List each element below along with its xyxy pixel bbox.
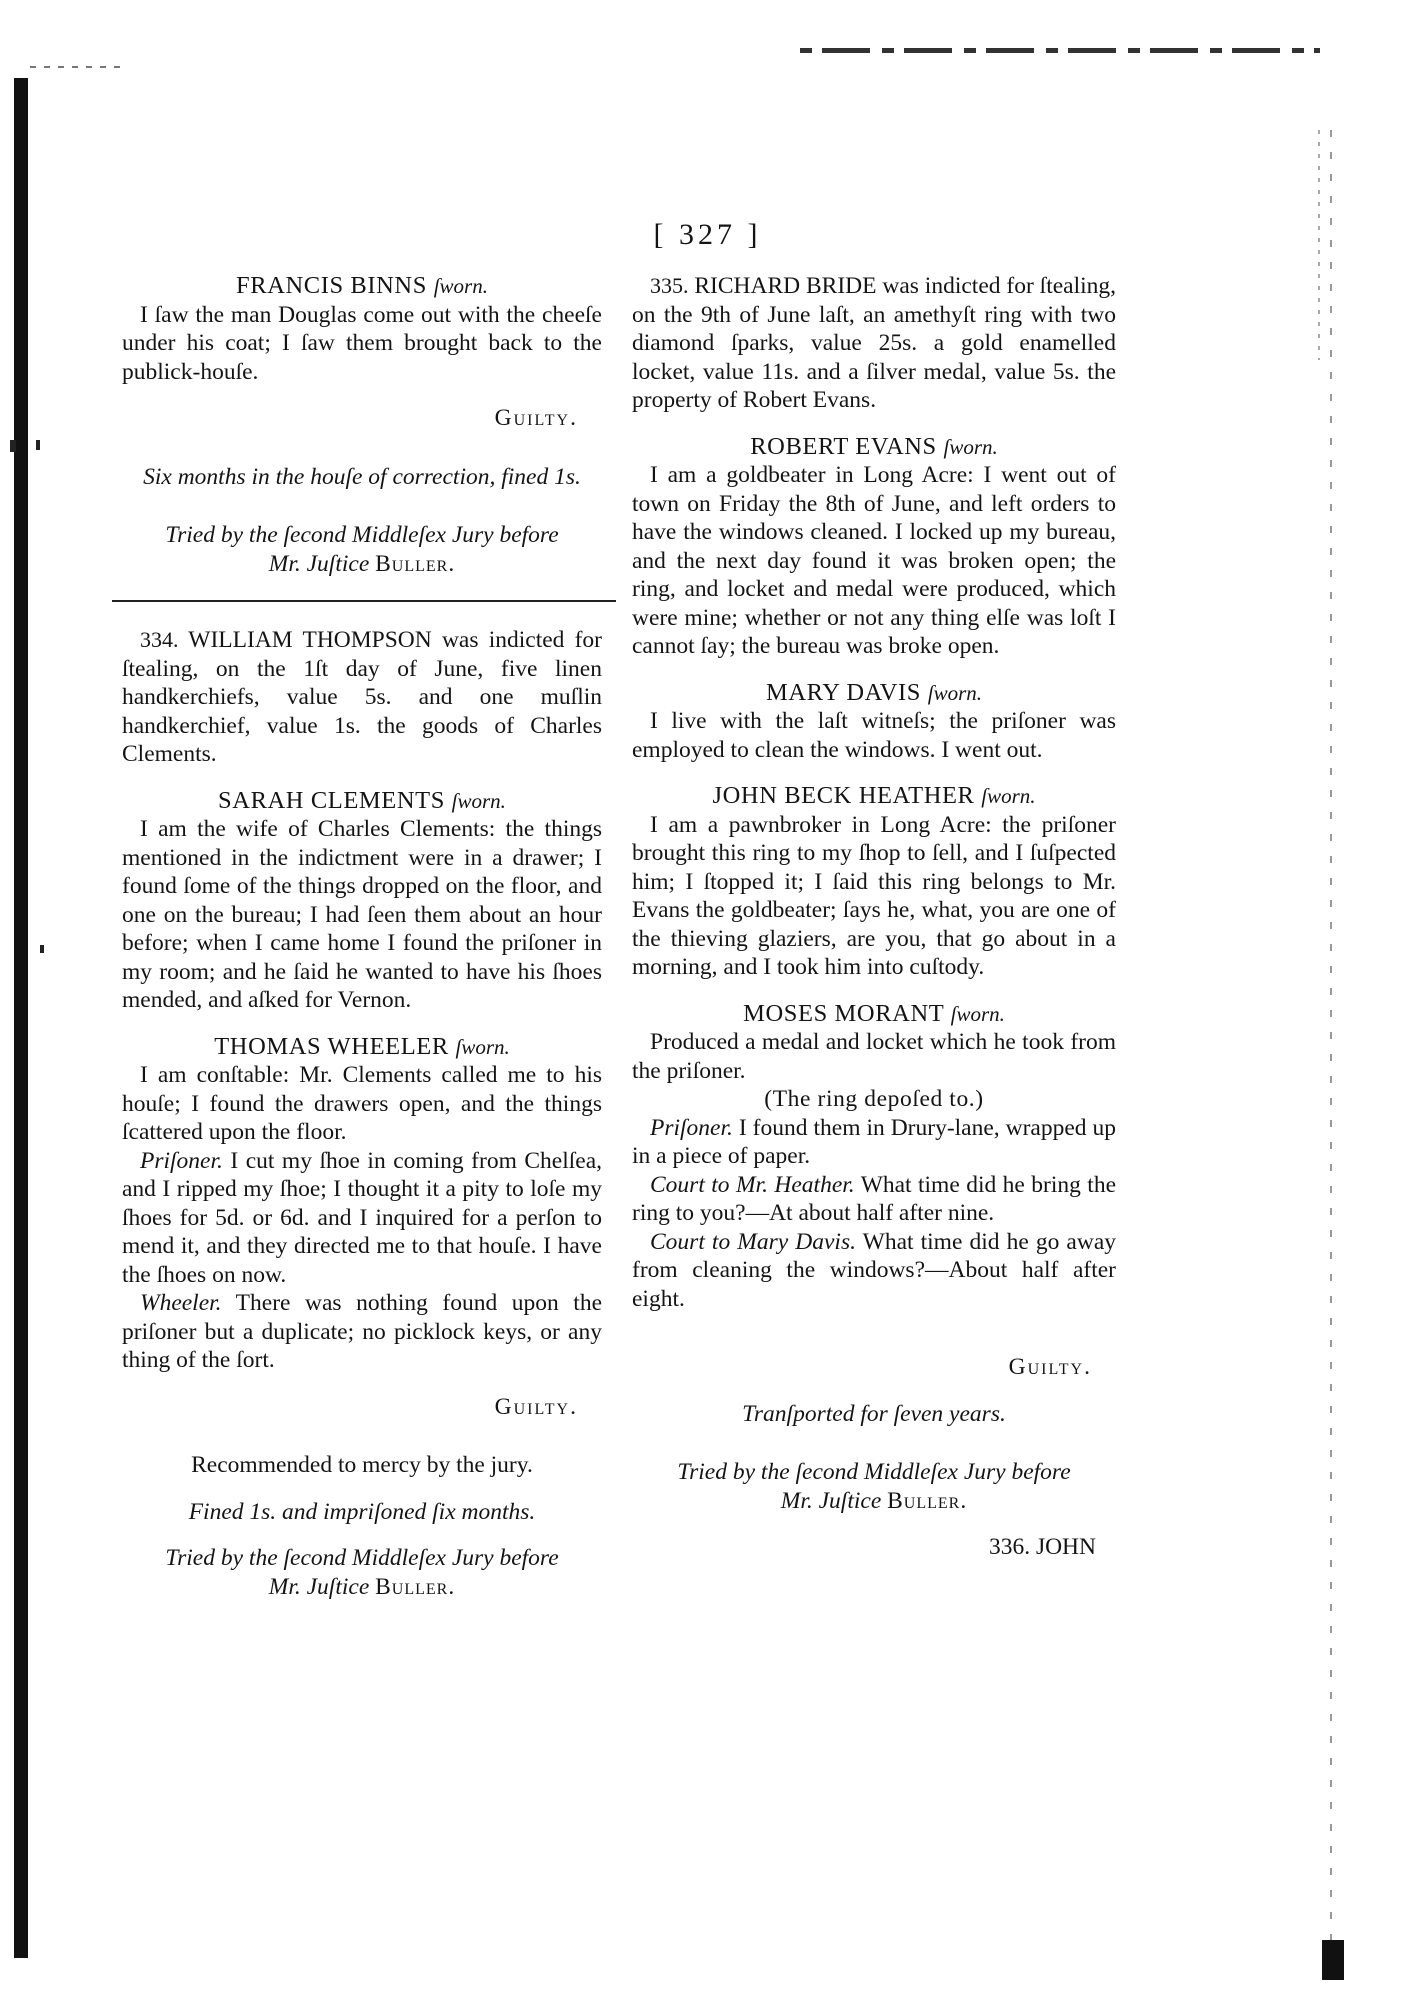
- testimony: I am a pawnbroker in Long Acre: the priſoner brought this ring to my ſhop to ſell, and I ſuſpected him; I ſtopped it; I ſaid this ring belongs to Mr. Evans the goldbeater; ſays he, what, you are one of the thieving glaziers, are you, that go about in a morning, and I took him into cuſtody.: [632, 811, 1116, 980]
- sworn-label: ſworn.: [455, 1034, 510, 1059]
- trial-line: Mr. Juſtice: [780, 1487, 882, 1514]
- witness-name: FRANCIS BINNS: [236, 272, 427, 299]
- case-number: 334.: [140, 627, 179, 652]
- trial-note: [632, 1458, 1116, 1515]
- indictment-text: was indicted for ſtealing, on the 1ſt day of June, five linen handkerchiefs, value 5s. and one muſlin handkerchief, value 1s. the goods of Charles Clements.: [122, 627, 602, 767]
- scan-mark: [10, 440, 16, 452]
- scan-mark: [36, 440, 40, 450]
- sworn-label: ſworn.: [950, 1001, 1005, 1026]
- speaker-label: Court to Mr. Heather.: [650, 1171, 855, 1198]
- sentence: Six months in the houſe of correction, fined 1s.: [143, 463, 581, 490]
- judge-name: Buller.: [375, 550, 456, 577]
- witness-heading: [122, 1033, 602, 1062]
- sentence: Tranſported for ſeven years.: [742, 1400, 1006, 1427]
- witness-statement: [122, 1289, 602, 1375]
- trial-line: Mr. Juſtice: [268, 1573, 370, 1600]
- verdict: Guilty.: [1008, 1354, 1092, 1380]
- case-indictment: [122, 626, 602, 769]
- recommendation: Recommended to mercy by the jury.: [191, 1452, 533, 1478]
- sworn-label: ſworn.: [433, 274, 488, 298]
- witness-name: THOMAS WHEELER: [214, 1032, 449, 1060]
- witness-heading: [632, 1000, 1116, 1029]
- witness-heading: [632, 782, 1116, 811]
- speaker-label: Priſoner.: [140, 1147, 223, 1174]
- verdict: Guilty.: [494, 1393, 578, 1420]
- case-number: 335.: [650, 273, 689, 298]
- trial-note: [122, 1544, 602, 1601]
- scan-mark: [1322, 1940, 1344, 1980]
- scan-noise-top: [800, 48, 1320, 53]
- sworn-label: ſworn.: [927, 680, 983, 705]
- right-column: [632, 272, 1116, 1562]
- judge-name: Buller.: [375, 1573, 456, 1600]
- indictment-text: was indicted for ſtealing, on the 9th of June laſt, an amethyſt ring with two diamond ſparks, value 25s. a gold enamelled locket, value 11s. and a ſilver medal, value 5s. the property of Robert Evans.: [632, 273, 1117, 413]
- verdict: Guilty.: [494, 405, 578, 431]
- witness-name: ROBERT EVANS: [750, 432, 937, 460]
- scan-noise-right: [1330, 130, 1332, 1980]
- witness-name: MOSES MORANT: [743, 999, 944, 1027]
- testimony: Produced a medal and locket which he took from the priſoner.: [632, 1029, 1116, 1084]
- witness-name: SARAH CLEMENTS: [218, 786, 445, 814]
- case-indictment: [632, 272, 1116, 415]
- speaker-label: Court to Mary Davis.: [650, 1228, 856, 1255]
- court-question: [632, 1228, 1116, 1314]
- testimony: I am a goldbeater in Long Acre: I went out of town on Friday the 8th of June, and left orders to have the windows cleaned. I locked up my bureau, and the next day found it was broken open; the ring, and locket and medal were produced, which were mine; whether or not any thing elſe was loſt I cannot ſay; the bureau was broke open.: [632, 462, 1116, 659]
- scan-noise-top-left: [30, 66, 120, 68]
- scan-mark: [40, 945, 44, 953]
- judge-name: Buller.: [887, 1487, 968, 1514]
- court-question: [632, 1171, 1116, 1228]
- trial-line: Mr. Juſtice: [268, 550, 370, 577]
- testimony: I am conſtable: Mr. Clements called me to his houſe; I found the drawers open, and the things ſcattered upon the floor.: [122, 1062, 602, 1145]
- sworn-label: ſworn.: [451, 788, 506, 813]
- witness-name: MARY DAVIS: [765, 678, 922, 706]
- trial-note: [122, 521, 602, 578]
- catchword: 336. JOHN: [988, 1534, 1096, 1560]
- prisoner-statement: [632, 1114, 1116, 1171]
- witness-heading: [122, 787, 602, 816]
- binding-shadow: [14, 78, 28, 1958]
- trial-line: Tried by the ſecond Middleſex Jury before: [677, 1459, 1071, 1485]
- statement-text: I found them in Drury-lane, wrapped up in a piece of paper.: [632, 1114, 1117, 1169]
- defendant-name: WILLIAM THOMPSON: [188, 627, 432, 653]
- speaker-label: Wheeler.: [140, 1290, 222, 1316]
- testimony: I live with the laſt witneſs; the priſoner was employed to clean the windows. I went out.: [632, 708, 1116, 763]
- sworn-label: ſworn.: [981, 784, 1036, 808]
- speaker-label: Priſoner.: [650, 1114, 733, 1141]
- statement-text: There was nothing found upon the priſoner but a duplicate; no picklock keys, or any thing of the ſort.: [122, 1290, 602, 1373]
- page-number: [ 327 ]: [653, 218, 762, 251]
- prisoner-statement: [122, 1147, 602, 1290]
- trial-line: Tried by the ſecond Middleſex Jury before: [165, 1545, 559, 1571]
- witness-heading: [122, 272, 602, 301]
- statement-text: I cut my ſhoe in coming from Chelſea, and I ripped my ſhoe; I thought it a pity to loſe my ſhoes for 5d. or 6d. and I inquired for a perſon to mend it, and they directed me to that houſe. I have the ſhoes on now.: [122, 1147, 602, 1288]
- left-column: [122, 272, 602, 1601]
- sworn-label: ſworn.: [943, 434, 998, 459]
- witness-heading: [632, 433, 1116, 462]
- section-divider: [112, 600, 616, 602]
- statement-text: What time did he bring the ring to you?—At about half after nine.: [632, 1171, 1116, 1226]
- witness-name: JOHN BECK HEATHER: [712, 782, 975, 809]
- statement-text: What time did he go away from cleaning the windows?—About half after eight.: [632, 1228, 1117, 1312]
- stage-note: (The ring depoſed to.): [764, 1086, 984, 1112]
- sentence: Fined 1s. and impriſoned ſix months.: [188, 1498, 536, 1525]
- testimony: I am the wife of Charles Clements: the things mentioned in the indictment were in a drawer; I found ſome of the things dropped on the floor, and one on the bureau; I had ſeen them about an hour before; when I came home I found the priſoner in my room; and he ſaid he wanted to have his ſhoes mended, and aſked for Vernon.: [122, 816, 602, 1013]
- trial-line: Tried by the ſecond Middleſex Jury before: [165, 522, 559, 548]
- defendant-name: RICHARD BRIDE: [694, 273, 877, 299]
- testimony: I ſaw the man Douglas come out with the cheeſe under his coat; I ſaw them brought back to the publick-houſe.: [122, 301, 602, 385]
- witness-heading: [632, 679, 1116, 708]
